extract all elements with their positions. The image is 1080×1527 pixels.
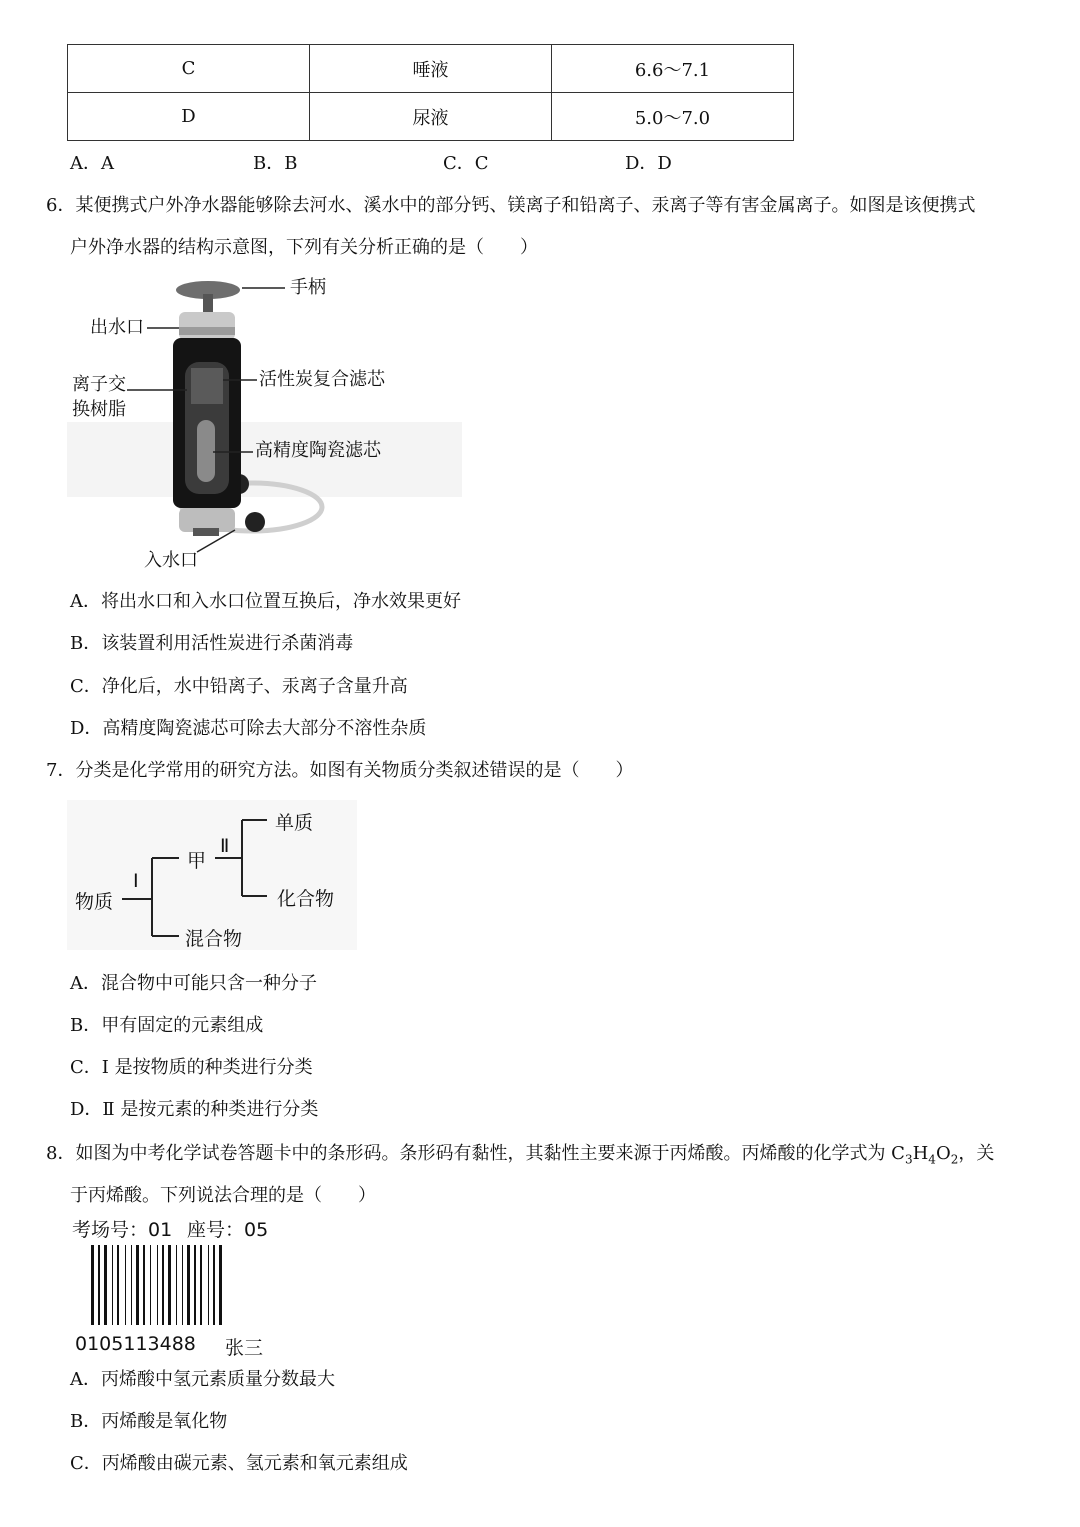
barcode-bar	[182, 1245, 183, 1325]
q6-stem-line1: 6．某便携式户外净水器能够除去河水、溪水中的部分钙、镁离子和铅离子、汞离子等有害金属离子。如图是该便携式	[46, 195, 976, 216]
barcode-number: 0105113488	[75, 1333, 196, 1355]
q6-stem-line2: 户外净水器的结构示意图，下列有关分析正确的是（ ）	[70, 237, 538, 258]
barcode-bar	[91, 1245, 94, 1325]
q8-stem-text: 8．如图为中考化学试卷答题卡中的条形码。条形码有黏性，其黏性主要来源于丙烯酸。丙烯酸的化学式为 C	[46, 1143, 905, 1164]
table-row	[68, 93, 794, 141]
barcode-bar	[168, 1245, 171, 1325]
q8-stem-line2: 于丙烯酸。下列说法合理的是（ ）	[70, 1185, 376, 1206]
barcode-bar	[208, 1245, 209, 1325]
formula-subscript: 2	[950, 1152, 959, 1167]
barcode-bar	[219, 1245, 222, 1325]
label-inlet: 入水口	[144, 550, 198, 571]
q8-option-a[interactable]: A．丙烯酸中氢元素质量分数最大	[70, 1369, 335, 1390]
barcode-bar	[213, 1245, 215, 1325]
node-label-i: Ⅰ	[133, 870, 139, 892]
seat-label: 座号：05	[187, 1219, 269, 1241]
q8-stem-line1	[46, 1142, 994, 1172]
q5-option-c[interactable]: C．C	[443, 153, 489, 174]
table-cell: 6.6～7.1	[552, 45, 794, 93]
label-carbon-filter: 活性炭复合滤芯	[259, 369, 385, 390]
table-cell: D	[68, 93, 310, 141]
node-compound: 化合物	[277, 888, 335, 910]
q6-option-a[interactable]: A．将出水口和入水口位置互换后，净水效果更好	[70, 591, 461, 612]
label-resin-line2: 换树脂	[72, 399, 126, 420]
table-row	[68, 45, 794, 93]
exam-room-label: 考场号：01	[72, 1219, 173, 1241]
barcode-bar	[104, 1245, 107, 1325]
q6-option-d[interactable]: D．高精度陶瓷滤芯可除去大部分不溶性杂质	[70, 718, 427, 739]
barcode-bar	[136, 1245, 139, 1325]
barcode-bar	[200, 1245, 202, 1325]
label-resin-line1: 离子交	[72, 374, 126, 395]
table-cell: C	[68, 45, 310, 93]
node-matter: 物质	[75, 891, 114, 913]
barcode-bar	[125, 1245, 126, 1325]
q7-option-c[interactable]: C．Ⅰ 是按物质的种类进行分类	[70, 1057, 313, 1078]
node-mixture: 混合物	[185, 928, 243, 950]
q5-option-d[interactable]: D．D	[625, 153, 672, 174]
barcode-bar	[162, 1245, 164, 1325]
node-jia: 甲	[187, 850, 207, 872]
barcode-bar	[194, 1245, 196, 1325]
student-name: 张三	[225, 1337, 264, 1359]
q8-option-c[interactable]: C．丙烯酸由碳元素、氢元素和氧元素组成	[70, 1453, 408, 1474]
label-ceramic-filter: 高精度陶瓷滤芯	[255, 440, 381, 461]
barcode-bar	[143, 1245, 145, 1325]
q7-option-d[interactable]: D．Ⅱ 是按元素的种类进行分类	[70, 1099, 319, 1120]
q8-option-b[interactable]: B．丙烯酸是氧化物	[70, 1411, 228, 1432]
barcode-bar	[117, 1245, 119, 1325]
barcode-bar	[176, 1245, 177, 1325]
barcode-bar	[150, 1245, 151, 1325]
formula-symbol: O	[935, 1143, 951, 1164]
barcode-bar	[187, 1245, 190, 1325]
barcode-bar	[157, 1245, 158, 1325]
barcode-bar	[98, 1245, 100, 1325]
q7-option-b[interactable]: B．甲有固定的元素组成	[70, 1015, 264, 1036]
barcode-label-figure	[67, 1215, 282, 1365]
ph-table	[67, 44, 794, 141]
water-purifier-figure	[67, 272, 462, 577]
table-cell: 5.0～7.0	[552, 93, 794, 141]
node-element: 单质	[275, 812, 314, 834]
q7-stem: 7．分类是化学常用的研究方法。如图有关物质分类叙述错误的是（ ）	[46, 760, 634, 781]
barcode-graphic	[89, 1245, 269, 1325]
barcode-bar	[131, 1245, 132, 1325]
barcode-bar	[112, 1245, 113, 1325]
table-cell: 尿液	[310, 93, 552, 141]
node-label-ii: Ⅱ	[220, 835, 230, 857]
label-outlet: 出水口	[90, 317, 144, 338]
q7-option-a[interactable]: A．混合物中可能只含一种分子	[70, 973, 317, 994]
q6-option-c[interactable]: C．净化后，水中铅离子、汞离子含量升高	[70, 676, 408, 697]
formula-subscript: 3	[904, 1152, 913, 1167]
formula-symbol: H	[912, 1143, 929, 1164]
q5-option-a[interactable]: A．A	[70, 153, 114, 174]
q5-option-b[interactable]: B．B	[253, 153, 298, 174]
label-handle: 手柄	[290, 277, 326, 298]
table-cell: 唾液	[310, 45, 552, 93]
classification-diagram	[67, 800, 357, 950]
q6-option-b[interactable]: B．该装置利用活性炭进行杀菌消毒	[70, 633, 354, 654]
formula-subscript: 4	[928, 1152, 936, 1167]
q8-stem-tail: ，关	[958, 1143, 995, 1164]
